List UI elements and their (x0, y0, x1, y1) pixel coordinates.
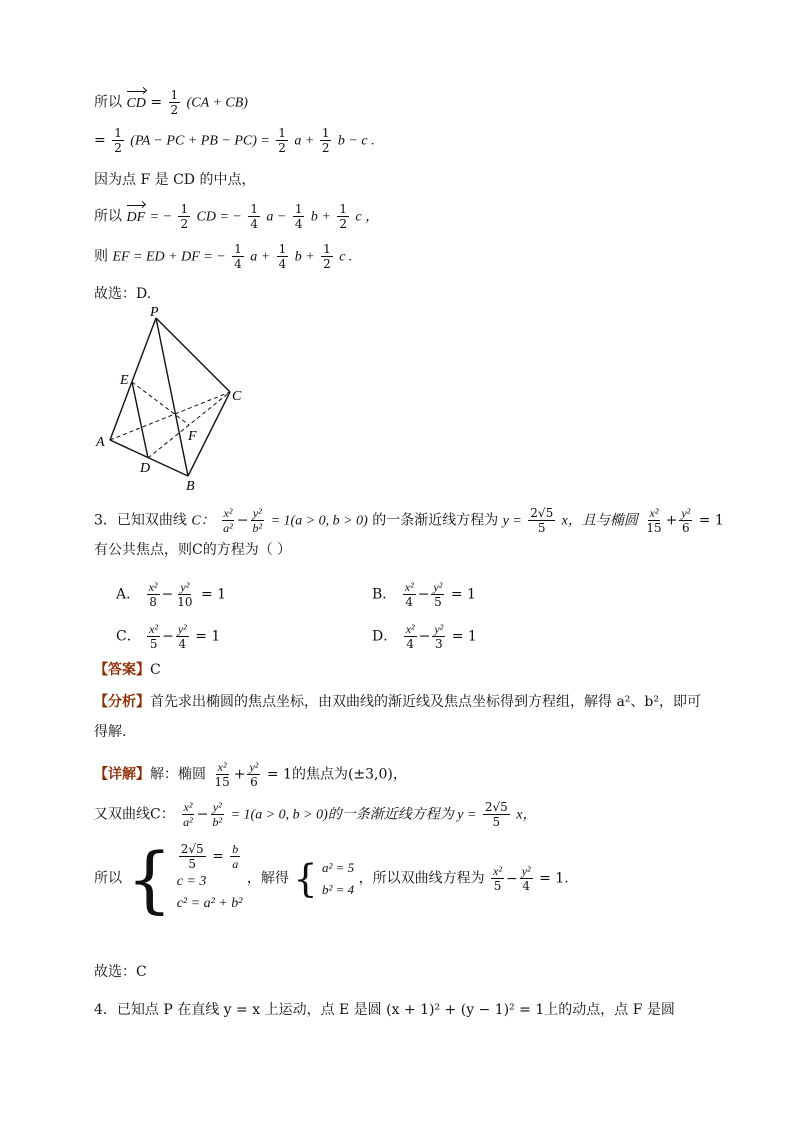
label-a: A (96, 435, 105, 450)
equation-system: $\frac{2√5}{5}$ = $\frac{b}{a}$ c = 3 c² = a² + b² (176, 842, 243, 911)
analysis-line2: 得解. (94, 724, 127, 740)
line-df-vector: 所以 DF = − $\frac{1}{2}$ CD = − $\frac{1}{4}$ a − $\frac{1}{4}$ b + $\frac{1}{2}$ c ， (94, 202, 380, 231)
question-3-line2: 有公共焦点，则C的方程为（ ） (94, 542, 292, 558)
option-c[interactable]: C． $\frac{\text{x²}}{5}$ − $\frac{\text{y²}}{4}$ = 1 (116, 622, 221, 651)
option-a[interactable]: A． $\frac{\text{x²}}{8}$ − $\frac{\text{y²}}{10}$ = 1 (116, 580, 227, 609)
label-f: F (188, 429, 197, 444)
detail-system: 所以 { $\frac{2√5}{5}$ = $\frac{b}{a}$ c = 3 c² = a² + b² ，解得 { a² = 5 b² = 4 ，所以双曲线方程为 $\frac{\text{x²}}{5}$ − $\frac{\text{y²}}{4}$ = 1. (94, 836, 569, 921)
edge-pc (156, 318, 230, 392)
line-expansion: = $\frac{1}{2}$ (PA − PC + PB − PC) = $\frac{1}{2}$ a + $\frac{1}{2}$ b − c . (94, 126, 375, 155)
solution-system: a² = 5 b² = 4 (321, 859, 355, 897)
question-3-line1: 3．已知双曲线 C： $\frac{\text{x²}}{\text{a²}}$ − $\frac{\text{y²}}{\text{b²}}$ = 1(a > 0, b > 0) 的一条渐近线方程为 y = $\frac{2√5}{5}$ x，且与椭圆 $\frac{\text{x²}}{15}$ + $\frac{\text{y²}}{6}$ = 1 (94, 506, 724, 535)
line-midpoint: 因为点 F 是 CD 的中点， (94, 172, 256, 188)
line-ef-vector: 则 EF = ED + DF = − $\frac{1}{4}$ a + $\frac{1}{4}$ b + $\frac{1}{2}$ c . (94, 242, 353, 271)
choice-d: 故选：D. (94, 286, 152, 302)
edge-pb (156, 318, 188, 476)
edge-ac-dashed (110, 392, 230, 440)
label-c: C (232, 389, 242, 404)
answer-tag: 【答案】 (94, 662, 150, 678)
detail-tag: 【详解】 (94, 766, 150, 783)
vector-cd: CD (126, 94, 145, 114)
left-brace: { (126, 836, 173, 921)
label-d: D (140, 461, 151, 476)
question-4-line1: 4．已知点 P 在直线 y = x 上运动，点 E 是圆 (x + 1)² + (y − 1)² = 1上的动点，点 F 是圆 (94, 1002, 675, 1018)
option-b[interactable]: B． $\frac{\text{x²}}{4}$ − $\frac{\text{y²}}{5}$ = 1 (372, 580, 476, 609)
detail-line2: 又双曲线C： $\frac{\text{x²}}{\text{a²}}$ − $\frac{\text{y²}}{\text{b²}}$ = 1(a > 0, b > 0)的一条渐近线方程为 y = $\frac{2√5}{5}$ x， (94, 800, 537, 829)
segment-ed (132, 382, 148, 458)
analysis-line1: 【分析】首先求出椭圆的焦点坐标，由双曲线的渐近线及焦点坐标得到方程组，解得 a²、b²，即可 (94, 694, 701, 710)
label-b: B (186, 479, 195, 494)
edge-pa (110, 318, 156, 440)
choice-c: 故选：C (94, 964, 147, 980)
detail-line1: 【详解】解：椭圆 $\frac{\text{x²}}{15}$ + $\frac{\text{y²}}{6}$ = 1的焦点为(±3,0)， (94, 760, 407, 789)
line-cd-vector: 所以 CD = $\frac{1}{2}$ (CA + CB) (94, 88, 248, 117)
tetrahedron-figure (90, 304, 260, 494)
analysis-tag: 【分析】 (94, 694, 150, 710)
label-p: P (150, 305, 159, 320)
segment-ef-dashed (132, 382, 189, 425)
answer-value: C (150, 662, 161, 678)
answer-line (94, 660, 161, 680)
label-e: E (120, 373, 129, 388)
option-d[interactable]: D． $\frac{\text{x²}}{4}$ − $\frac{\text{y²}}{3}$ = 1 (372, 622, 477, 651)
